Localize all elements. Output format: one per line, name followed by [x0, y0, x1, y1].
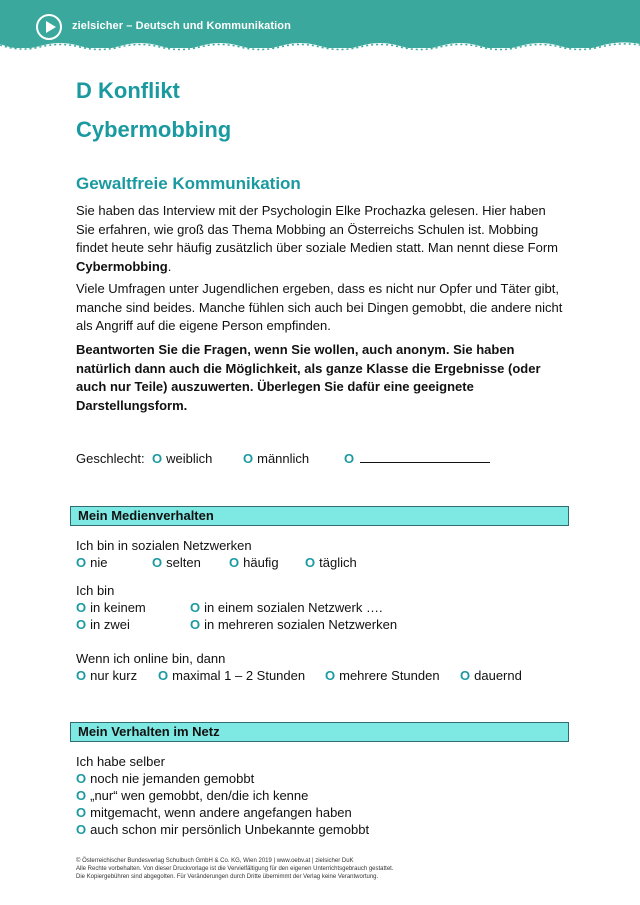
gender-row: [76, 450, 145, 467]
play-icon: [36, 14, 62, 40]
option-label: mehrere Stunden: [339, 668, 440, 683]
intro-paragraph: [76, 202, 566, 276]
option-label: männlich: [257, 451, 310, 466]
radio-circle-icon: O: [76, 771, 87, 786]
intro-bold-term: Cybermobbing: [76, 258, 168, 274]
option-label: weiblich: [166, 451, 213, 466]
option-label: noch nie jemanden gemobbt: [90, 771, 255, 786]
option-label: dauernd: [474, 668, 522, 683]
option-nie[interactable]: [76, 554, 107, 571]
option-maximal[interactable]: [158, 667, 305, 684]
option-in-mehreren[interactable]: [190, 616, 397, 633]
gender-option-other[interactable]: [344, 450, 490, 467]
radio-circle-icon: O: [76, 788, 87, 803]
option-label: in keinem: [90, 600, 146, 615]
intro-end: .: [167, 258, 172, 274]
radio-circle-icon: O: [76, 805, 87, 820]
radio-circle-icon: O: [325, 668, 336, 683]
question-label: Wenn ich online bin, dann: [76, 651, 226, 666]
question-label: Ich habe selber: [76, 754, 165, 769]
instruction-paragraph: Beantworten Sie die Fragen, wenn Sie wollen, auch anonym. Sie haben natürlich dann auch die Möglichkeit, als ganze Klasse die Ergebnisse (oder auch nur Teile) auszuwerten. Überlegen Sie dafür eine geeignete Darstellungsform.: [76, 342, 541, 413]
footer-line: © Österreichischer Bundesverlag Schulbuch GmbH & Co. KG, Wien 2019 | www.oebv.at | zielsicher DuK: [76, 858, 354, 864]
footer-line: Die Kopiergebühren sind abgegolten. Für Veränderungen durch Dritte übernimmt der Verlag keine Verantwortung.: [76, 874, 379, 880]
option-nur-bekannte[interactable]: [76, 787, 308, 804]
option-unbekannte[interactable]: [76, 821, 369, 838]
option-label: nur kurz: [90, 668, 138, 683]
option-selten[interactable]: [152, 554, 201, 571]
option-label: in einem sozialen Netzwerk ….: [204, 600, 383, 615]
gender-option-male[interactable]: [243, 450, 309, 467]
paragraph-surveys: Viele Umfragen unter Jugendlichen ergeben, dass es nicht nur Opfer und Täter gibt, manche sind beides. Manche fühlen sich auch bei Dingen gemobbt, die andere nicht als Angriff auf die eigene Person empfinden.: [76, 281, 563, 333]
radio-circle-icon: O: [76, 600, 87, 615]
radio-circle-icon: O: [76, 555, 87, 570]
option-label: in zwei: [90, 617, 130, 632]
option-mehrere-stunden[interactable]: [325, 667, 440, 684]
fill-in-blank[interactable]: [360, 450, 490, 463]
header-banner: [0, 0, 640, 48]
option-mitgemacht[interactable]: [76, 804, 352, 821]
copyright-footer: [76, 857, 576, 881]
radio-circle-icon: O: [190, 617, 201, 632]
section-header-media: Mein Medienverhalten: [70, 506, 569, 526]
option-in-keinem[interactable]: [76, 599, 146, 616]
option-label: selten: [166, 555, 201, 570]
radio-circle-icon: O: [152, 555, 163, 570]
radio-circle-icon: O: [344, 451, 355, 466]
radio-circle-icon: O: [305, 555, 316, 570]
page-title: D Konflikt: [76, 78, 180, 103]
option-label: „nur“ wen gemobbt, den/die ich kenne: [90, 788, 309, 803]
radio-circle-icon: O: [229, 555, 240, 570]
option-nie-gemobbt[interactable]: [76, 770, 254, 787]
gender-option-female[interactable]: [152, 450, 212, 467]
question-label: Ich bin: [76, 583, 115, 598]
option-label: mitgemacht, wenn andere angefangen haben: [90, 805, 352, 820]
option-label: in mehreren sozialen Netzwerken: [204, 617, 398, 632]
radio-circle-icon: O: [76, 617, 87, 632]
footer-line: Alle Rechte vorbehalten. Von dieser Druckvorlage ist die Vervielfältigung für den eigenen Unterrichtsgebrauch gestattet.: [76, 866, 394, 872]
question-label: Ich bin in sozialen Netzwerken: [76, 538, 252, 553]
radio-circle-icon: O: [190, 600, 201, 615]
radio-circle-icon: O: [76, 822, 87, 837]
brand-title: zielsicher – Deutsch und Kommunikation: [72, 20, 291, 32]
option-label: täglich: [319, 555, 357, 570]
radio-circle-icon: O: [460, 668, 471, 683]
section-header-behavior: Mein Verhalten im Netz: [70, 722, 569, 742]
radio-circle-icon: O: [158, 668, 169, 683]
option-in-einem[interactable]: [190, 599, 383, 616]
gender-label: Geschlecht:: [76, 451, 145, 466]
option-nur-kurz[interactable]: [76, 667, 137, 684]
option-label: häufig: [243, 555, 279, 570]
option-label: nie: [90, 555, 108, 570]
option-taeglich[interactable]: [305, 554, 357, 571]
radio-circle-icon: O: [76, 668, 87, 683]
section-subtitle: Gewaltfreie Kommunikation: [76, 174, 301, 193]
option-label: maximal 1 – 2 Stunden: [172, 668, 306, 683]
wave-decoration: [0, 40, 640, 52]
intro-text: Sie haben das Interview mit der Psychologin Elke Prochazka gelesen. Hier haben Sie erfahren, wie groß das Thema Mobbing an Österreichs Schulen ist. Mobbing findet heute sehr häufig zusätzlich über soziale Medien statt. Man nennt diese Form: [76, 203, 558, 255]
option-dauernd[interactable]: [460, 667, 522, 684]
option-label: auch schon mir persönlich Unbekannte gemobbt: [90, 822, 370, 837]
page-topic: Cybermobbing: [76, 117, 232, 142]
option-haeufig[interactable]: [229, 554, 279, 571]
option-in-zwei[interactable]: [76, 616, 130, 633]
radio-circle-icon: O: [152, 451, 163, 466]
radio-circle-icon: O: [243, 451, 254, 466]
